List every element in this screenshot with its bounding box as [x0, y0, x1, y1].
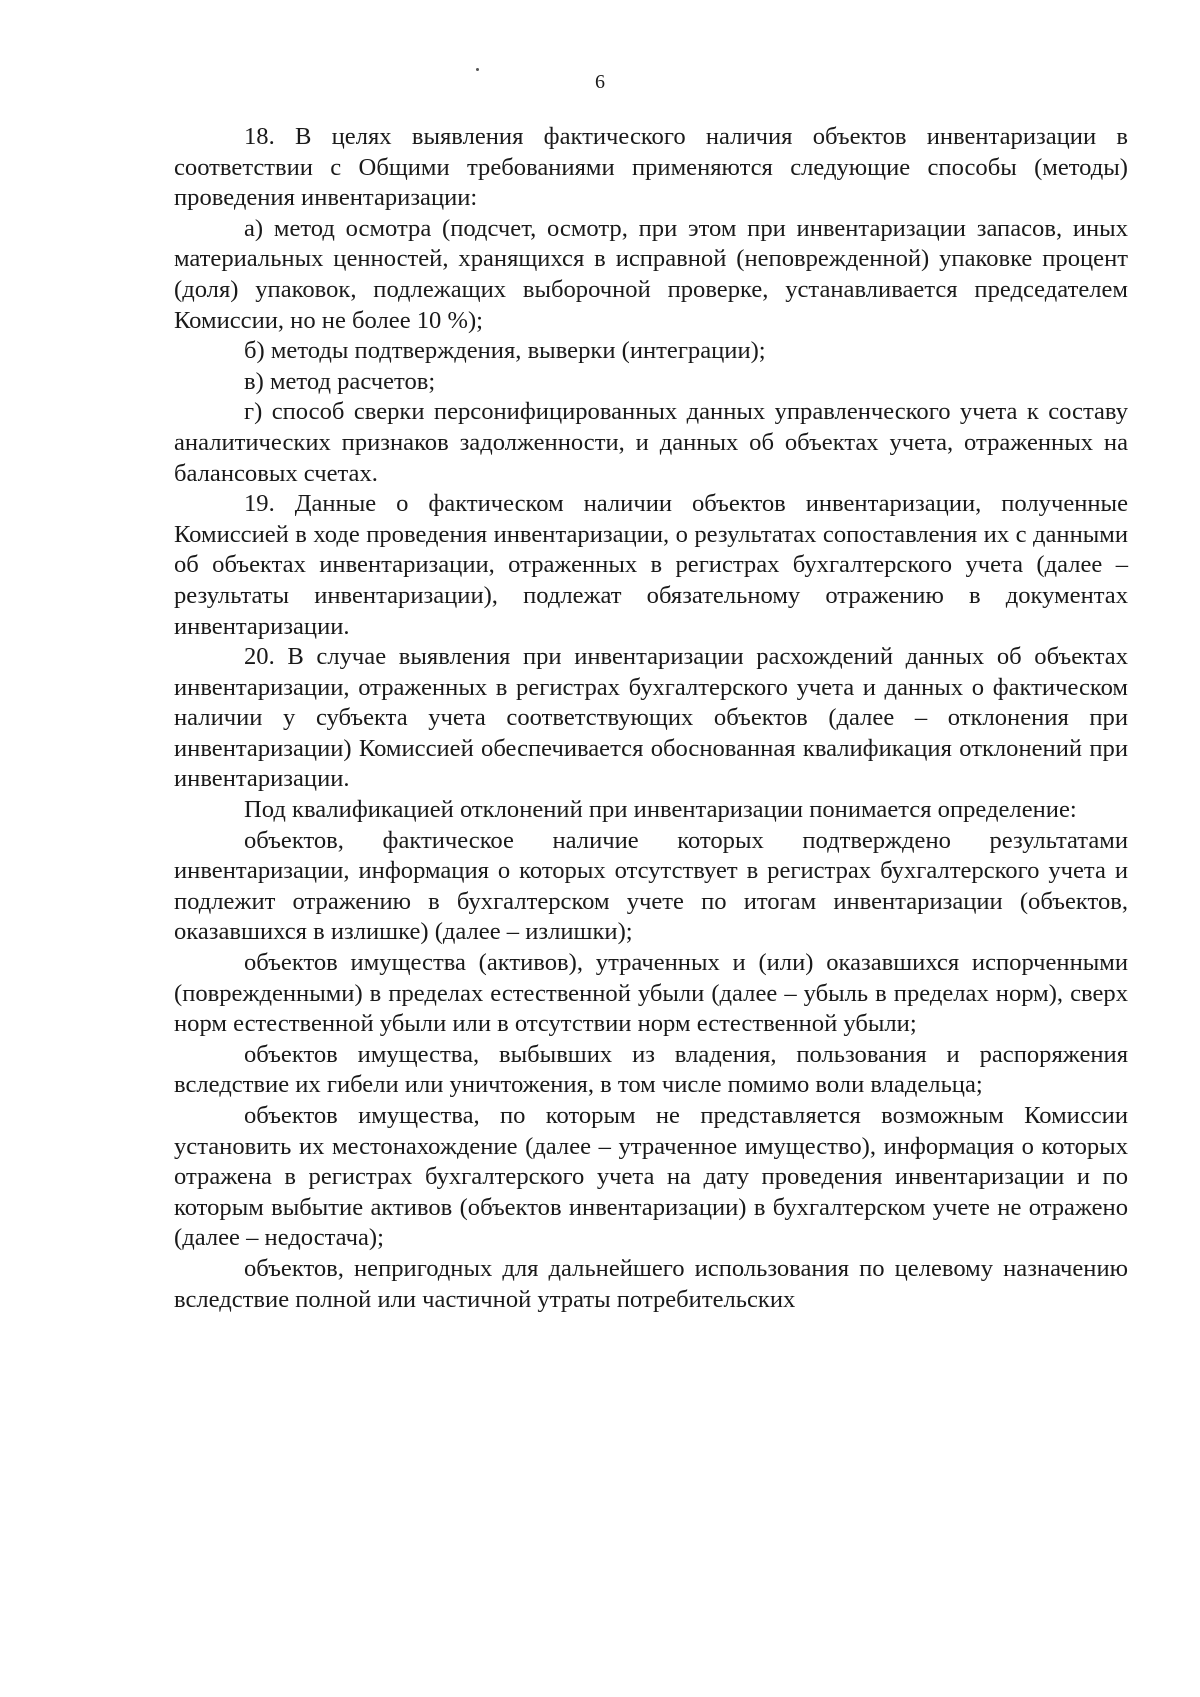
paragraph-18-v: в) метод расчетов;: [244, 367, 436, 395]
document-body: [174, 122, 1128, 1315]
paragraph-18-a: а) метод осмотра (подсчет, осмотр, при этом при инвентаризации запасов, иных материальных ценностей, хранящихся в исправной (неповрежденной) упаковке процент (доля) упаковок, подлежащих выборочной проверке, устанавливается председателем Комиссии, но не более 10 %);: [174, 214, 1128, 334]
paragraph-18: 18. В целях выявления фактического наличия объектов инвентаризации в соответствии с Общими требованиями применяются следующие способы (методы) проведения инвентаризации:: [174, 123, 1128, 212]
paragraph-unusable: объектов, непригодных для дальнейшего использования по целевому назначению вследствие полной или частичной утраты потребительских: [174, 1254, 1128, 1313]
paragraph-18-g: г) способ сверки персонифицированных данных управленческого учета к составу аналитических признаков задолженности, и данных об объектах учета, отраженных на балансовых счетах.: [174, 398, 1128, 487]
page-number: 6: [595, 71, 605, 93]
paragraph-20: 20. В случае выявления при инвентаризации расхождений данных об объектах инвентаризации, отраженных в регистрах бухгалтерского учета и данных о фактическом наличии у субъекта учета соответствующих объектов (далее – отклонения при инвентаризации) Комиссией обеспечивается обоснованная квалификация отклонений при инвентаризации.: [174, 643, 1128, 793]
paragraph-18-b: б) методы подтверждения, выверки (интеграции);: [244, 337, 766, 365]
paragraph-qualification-definition: Под квалификацией отклонений при инвентаризации понимается определение:: [244, 796, 1077, 824]
paragraph-natural-loss: объектов имущества (активов), утраченных и (или) оказавшихся испорченными (поврежденными) в пределах естественной убыли (далее – убыль в пределах норм), сверх норм естественной убыли или в отсутствии норм естественной убыли;: [174, 949, 1128, 1038]
paragraph-surplus: объектов, фактическое наличие которых подтверждено результатами инвентаризации, информация о которых отсутствует в регистрах бухгалтерского учета и подлежит отражению в бухгалтерском учете по итогам инвентаризации (объектов, оказавшихся в излишке) (далее – излишки);: [174, 826, 1128, 946]
paragraph-shortage: объектов имущества, по которым не представляется возможным Комиссии установить их местонахождение (далее – утраченное имущество), информация о которых отражена в регистрах бухгалтерского учета на дату проведения инвентаризации и по которым выбытие активов (объектов инвентаризации) в бухгалтерском учете не отражено (далее – недостача);: [174, 1102, 1128, 1252]
paragraph-destroyed: объектов имущества, выбывших из владения, пользования и распоряжения вследствие их гибели или уничтожения, в том числе помимо воли владельца;: [174, 1040, 1128, 1099]
paragraph-19: 19. Данные о фактическом наличии объектов инвентаризации, полученные Комиссией в ходе проведения инвентаризации, о результатах сопоставления их с данными об объектах инвентаризации, отраженных в регистрах бухгалтерского учета (далее – результаты инвентаризации), подлежат обязательному отражению в документах инвентаризации.: [174, 490, 1128, 640]
